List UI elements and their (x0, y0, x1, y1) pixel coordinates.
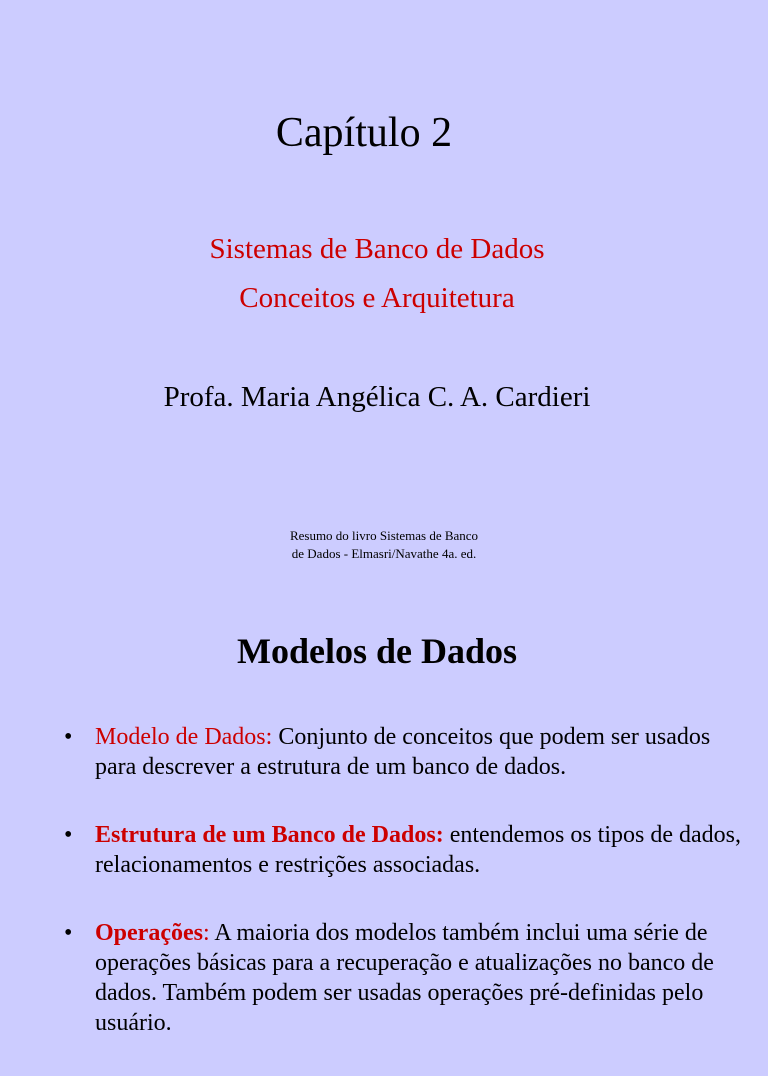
bullet-item-estrutura (62, 820, 742, 880)
bullet-item-modelo-de-dados (62, 722, 742, 782)
bullet-term: Operações (95, 920, 203, 946)
author-name: Profa. Maria Angélica C. A. Cardieri (163, 381, 591, 413)
bullet-text: A maioria dos modelos também inclui uma série de operações básicas para a recuperação e atualizações no banco de dados. Também podem ser usadas operações pré-definidas pelo usuário. (95, 920, 714, 1036)
slide-2 (0, 588, 768, 1036)
bullet-list (62, 722, 742, 1076)
subtitle-line-2: Conceitos e Arquitetura (239, 282, 515, 314)
bullet-item-operacoes (62, 918, 742, 1038)
subtitle-line-1: Sistemas de Banco de Dados (209, 233, 545, 265)
book-summary-note (0, 527, 768, 563)
bullet-term-separator: : (265, 724, 273, 750)
summary-line-2: de Dados - Elmasri/Navathe 4a. ed. (291, 546, 477, 561)
bullet-term-separator: : (202, 920, 210, 946)
bullet-term: Estrutura de um Banco de Dados: (95, 822, 444, 848)
slide-2-title: Modelos de Dados (236, 631, 518, 671)
bullet-icon: • (64, 822, 73, 848)
bullet-text: entendemos os tipos de dados, relacionamentos e restrições associadas. (95, 822, 741, 878)
slide-1-title: Capítulo 2 (275, 110, 453, 156)
bullet-text: Conjunto de conceitos que podem ser usados para descrever a estrutura de um banco de dados. (95, 724, 711, 780)
summary-line-1: Resumo do livro Sistemas de Banco (289, 528, 479, 543)
bullet-term: Modelo de Dados (95, 724, 266, 750)
bullet-icon: • (64, 920, 73, 946)
bullet-icon: • (64, 724, 73, 750)
